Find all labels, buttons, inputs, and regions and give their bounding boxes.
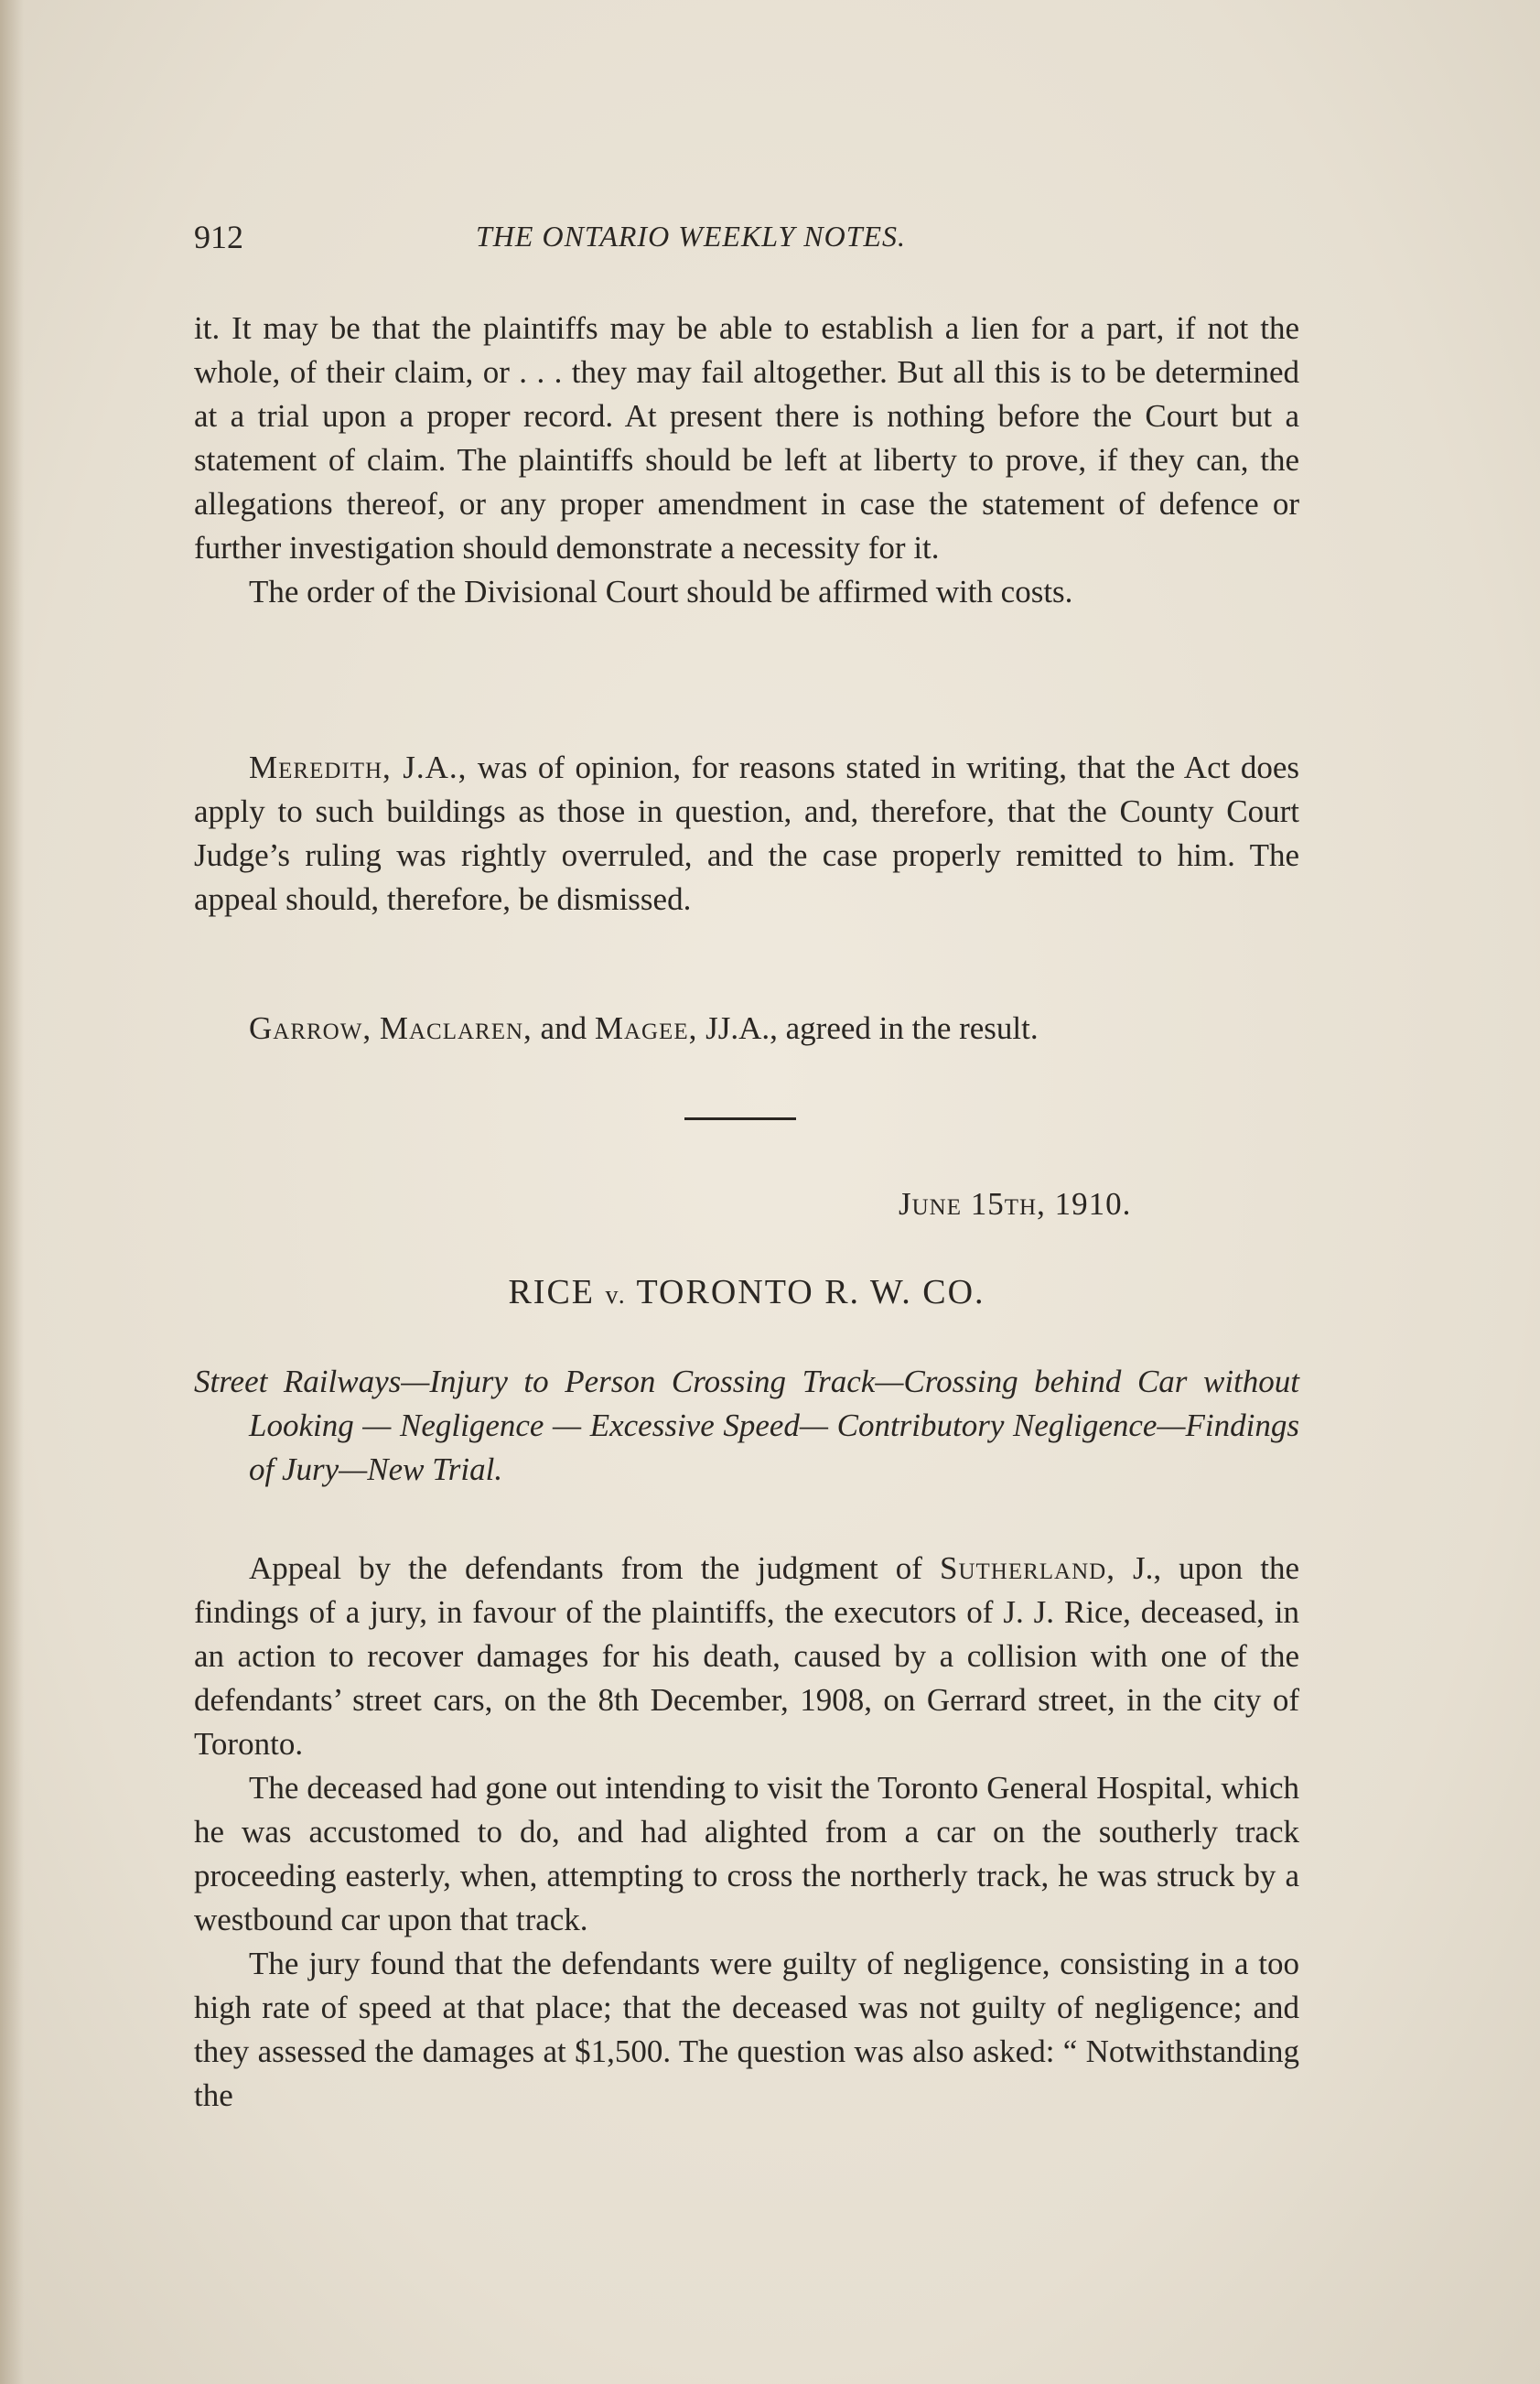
concurrence: Garrow, Maclaren, and Magee, JJ.A., agreed in the result. xyxy=(249,1010,1039,1046)
judge-name: Garrow, xyxy=(249,1010,372,1046)
case-body xyxy=(194,1547,1299,2118)
judge-name: Meredith, J.A., xyxy=(249,750,468,785)
page-header xyxy=(194,218,1292,264)
section-divider xyxy=(684,1117,796,1120)
concurrence-text: JJ.A., agreed in the result. xyxy=(697,1010,1039,1046)
case-headnote: Street Railways—Injury to Person Crossing Track—Crossing behind Car without Looking — Negligence — Excessive Speed— Contributory Negligence—Findings of Jury—New Trial. xyxy=(194,1364,1299,1487)
running-title: THE ONTARIO WEEKLY NOTES. xyxy=(476,220,907,253)
page-number: 912 xyxy=(194,219,243,255)
judge-name: Maclaren, xyxy=(379,1010,533,1046)
opinion-text: was of opinion, for reasons stated in writing, that the Act does apply to such buildings as those in question, and, therefore, that the County Court Judge’s ruling was rightly overruled, and the case properly remitted to him. The appeal should, therefore, be dismissed. xyxy=(194,750,1299,917)
continued-paragraph: it. It may be that the plaintiffs may be able to establish a lien for a part, if not the whole, of their claim, or . . . they may fail altogether. But all this is to be determined at a trial upon a proper record. At present there is nothing before the Court but a statement of claim. The plaintiffs should be left at liberty to prove, if they can, the allegations thereof, or any proper amendment in case the statement of defence or further investigation should demonstrate a necessity for it. xyxy=(194,310,1299,566)
continued-judgment xyxy=(194,307,1299,614)
case-date: June 15th, 1910. xyxy=(899,1186,1132,1222)
jury-paragraph: The jury found that the defendants were guilty of negligence, consisting in a too high rate of speed at that place; that the deceased was not guilty of negligence; and they assessed the damages at $1,500. The question was also asked: “ Notwithstanding the xyxy=(194,1946,1299,2113)
case-title: RICE v. TORONTO R. W. CO. xyxy=(508,1273,985,1311)
judge-name: Sutherland, xyxy=(939,1550,1115,1586)
order-paragraph: The order of the Divisional Court should be affirmed with costs. xyxy=(249,574,1073,609)
appeal-paragraph: Appeal by the defendants from the judgment of Sutherland, J., upon the findings of a jury, in favour of the plaintiffs, the executors of J. J. Rice, deceased, in an action to recover damages for his death, caused by a collision with one of the defendants’ street cars, on the 8th December, 1908, on Gerrard street, in the city of Toronto. xyxy=(194,1550,1299,1762)
facts-paragraph: The deceased had gone out intending to visit the Toronto General Hospital, which he was accustomed to do, and had alighted from a car on the southerly track proceeding easterly, when, attempting to cross the northerly track, he was struck by a westbound car upon that track. xyxy=(194,1770,1299,1937)
judge-name: Magee, xyxy=(594,1010,698,1046)
meredith-opinion xyxy=(194,746,1299,922)
